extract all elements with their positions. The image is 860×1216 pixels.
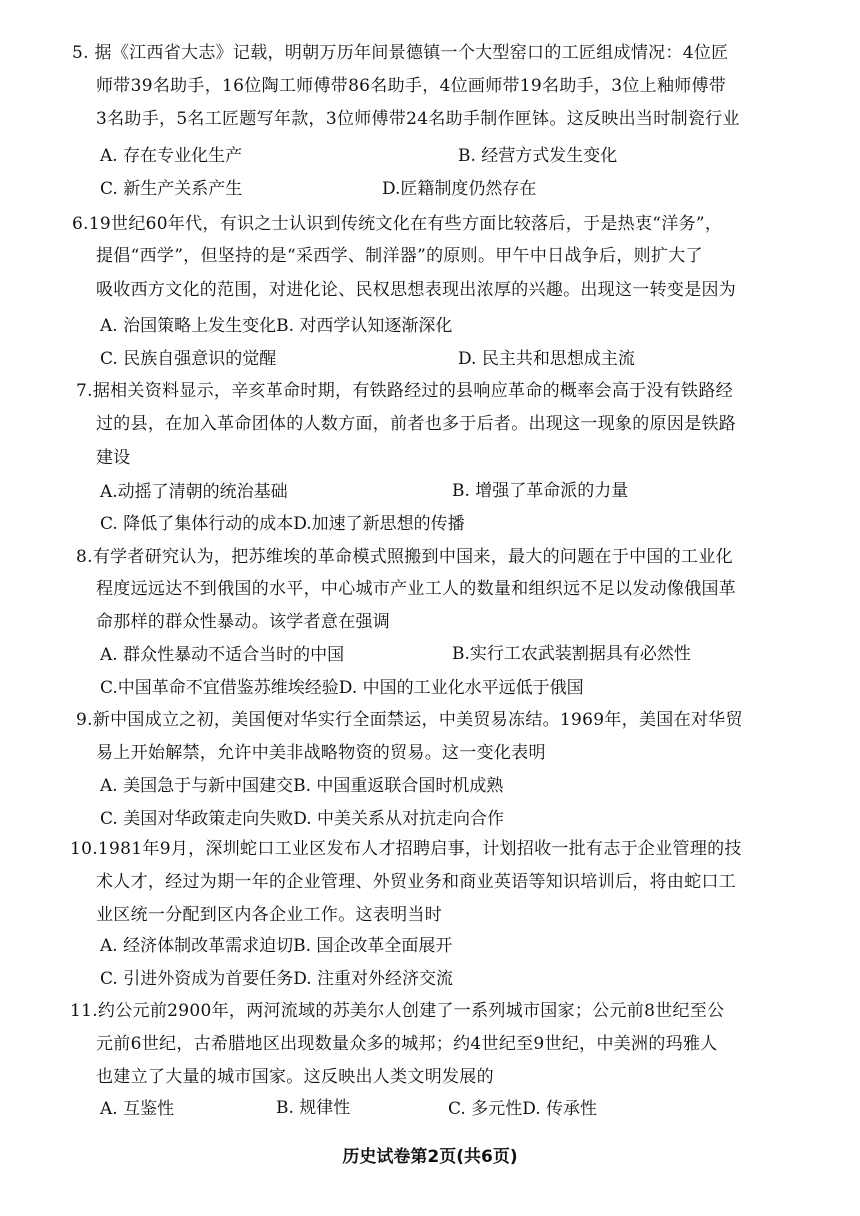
q5-stem-line-2: 师带39名助手，16位陶工师傅带86名助手，4位画师带19名助手，3位上釉师傅带 — [96, 76, 727, 96]
q8-option-cd: C.中国革命不宜借鉴苏维埃经验D. 中国的工业化水平远低于俄国 — [100, 678, 584, 698]
q5-stem-line-3: 3名助手，5名工匠题写年款，3位师傅带24名助手制作匣钵。这反映出当时制瓷行业 — [96, 109, 740, 129]
q5-stem-line-1: 5. 据《江西省大志》记载，明朝万历年间景德镇一个大型窑口的工匠组成情况：4位匠 — [72, 43, 729, 63]
q11-option-a: A. 互鉴性 — [100, 1099, 175, 1119]
q8-stem-line-1: 8.有学者研究认为，把苏维埃的革命模式照搬到中国来，最大的问题在于中国的工业化 — [76, 547, 733, 567]
q6-option-c: C. 民族自强意识的觉醒 — [100, 349, 277, 369]
q9-option-ab: A. 美国急于与新中国建交B. 中国重返联合国时机成熟 — [100, 776, 504, 796]
q7-option-a: A.动摇了清朝的统治基础 — [100, 482, 288, 502]
page-footer: 历史试卷第2页(共6页) — [342, 1147, 518, 1167]
q9-stem-line-1: 9.新中国成立之初，美国便对华实行全面禁运，中美贸易冻结。1969年，美国在对华贸 — [76, 710, 743, 730]
q6-stem-line-3: 吸收西方文化的范围，对进化论、民权思想表现出浓厚的兴趣。出现这一转变是因为 — [96, 280, 737, 300]
q11-stem-line-1: 11.约公元前2900年，两河流域的苏美尔人创建了一系列城市国家；公元前8世纪至公 — [70, 1001, 725, 1021]
q8-option-b: B.实行工农武装割据具有必然性 — [452, 644, 691, 664]
q7-stem-line-3: 建设 — [96, 448, 131, 468]
q6-stem-line-1: 6.19世纪60年代，有识之士认识到传统文化在有些方面比较落后，于是热衷“洋务”， — [72, 214, 723, 234]
q9-stem-line-2: 易上开始解禁，允许中美非战略物资的贸易。这一变化表明 — [96, 743, 546, 763]
q10-option-cd: C. 引进外资成为首要任务D. 注重对外经济交流 — [100, 969, 454, 989]
q6-stem-line-2: 提倡“西学”，但坚持的是“采西学、制洋器”的原则。甲午中日战争后，则扩大了 — [96, 246, 703, 266]
q6-option-ab: A. 治国策略上发生变化B. 对西学认知逐渐深化 — [100, 316, 453, 336]
q7-stem-line-2: 过的县，在加入革命团体的人数方面，前者也多于后者。出现这一现象的原因是铁路 — [96, 414, 737, 434]
q7-stem-line-1: 7.据相关资料显示，辛亥革命时期，有铁路经过的县响应革命的概率会高于没有铁路经 — [76, 381, 733, 401]
q5-option-c: C. 新生产关系产生 — [100, 179, 243, 199]
q7-option-b: B. 增强了革命派的力量 — [452, 481, 629, 501]
q11-stem-line-2: 元前6世纪，古希腊地区出现数量众多的城邦；约4世纪至9世纪，中美洲的玛雅人 — [96, 1034, 718, 1054]
q8-option-a: A. 群众性暴动不适合当时的中国 — [100, 645, 345, 665]
q10-option-ab: A. 经济体制改革需求迫切B. 国企改革全面展开 — [100, 936, 453, 956]
q10-stem-line-2: 术人才，经过为期一年的企业管理、外贸业务和商业英语等知识培训后，将由蛇口工 — [96, 872, 737, 892]
q9-option-cd: C. 美国对华政策走向失败D. 中美关系从对抗走向合作 — [100, 809, 505, 829]
q5-option-b: B. 经营方式发生变化 — [458, 146, 618, 166]
q10-stem-line-1: 10.1981年9月，深圳蛇口工业区发布人才招聘启事，计划招收一批有志于企业管理的技 — [70, 839, 742, 859]
q11-option-cd: C. 多元性D. 传承性 — [448, 1099, 598, 1119]
q8-stem-line-3: 命那样的群众性暴动。该学者意在强调 — [96, 612, 391, 632]
q7-option-cd: C. 降低了集体行动的成本D.加速了新思想的传播 — [100, 514, 465, 534]
q11-option-b: B. 规律性 — [276, 1098, 351, 1118]
q5-option-d: D.匠籍制度仍然存在 — [382, 179, 537, 199]
q8-stem-line-2: 程度远远达不到俄国的水平，中心城市产业工人的数量和组织远不足以发动像俄国革 — [96, 579, 737, 599]
q11-stem-line-3: 也建立了大量的城市国家。这反映出人类文明发展的 — [96, 1067, 494, 1087]
q10-stem-line-3: 业区统一分配到区内各企业工作。这表明当时 — [96, 905, 442, 925]
q5-option-a: A. 存在专业化生产 — [100, 146, 243, 166]
q6-option-d: D. 民主共和思想成主流 — [458, 349, 635, 369]
